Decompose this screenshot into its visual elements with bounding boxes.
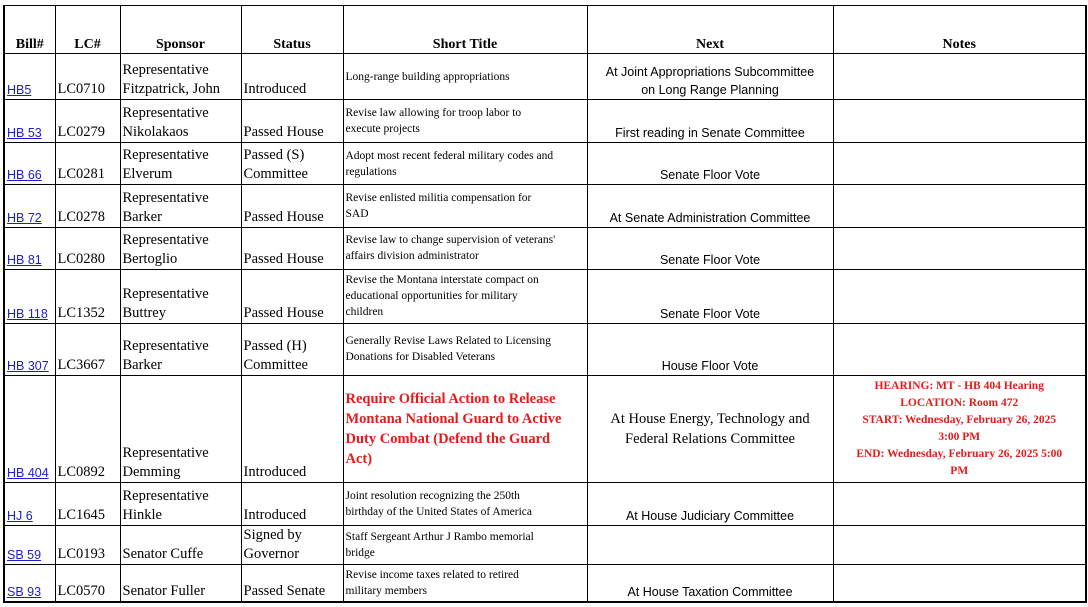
status-line: Passed House: [243, 251, 324, 268]
next-cell: [587, 565, 833, 602]
next-line: on Long Range Planning: [641, 83, 779, 98]
next-cell: [587, 185, 833, 227]
bill-link-hj6[interactable]: HJ 6: [7, 508, 33, 523]
lc-cell: LC0281: [55, 142, 120, 184]
next-cell: [587, 100, 833, 142]
bill-cell: [4, 227, 55, 269]
table-row: [4, 483, 1086, 525]
status-cell: [241, 323, 343, 376]
sponsor-line: Representative: [122, 445, 209, 462]
next-line: At House Taxation Committee: [627, 585, 793, 599]
sponsor-line: Senator Cuffe: [122, 546, 204, 563]
status-line: Passed House: [243, 123, 324, 140]
sponsor-line: Representative: [122, 285, 209, 302]
sponsor-line: Demming: [122, 464, 181, 481]
table-row: [4, 227, 1086, 269]
short-title-line: Long-range building appropriations: [345, 70, 510, 83]
lc-cell: LC0278: [55, 185, 120, 227]
short-title-line: Require Official Action to Release: [345, 391, 556, 408]
notes-cell: [833, 565, 1086, 602]
header-next: Next: [587, 6, 833, 54]
header-notes: Notes: [833, 6, 1086, 54]
bill-link-hb5[interactable]: HB5: [7, 83, 32, 98]
table-row: [4, 323, 1086, 376]
table-row: [4, 525, 1086, 564]
short-title-line: children: [345, 306, 384, 319]
next-line: Senate Floor Vote: [659, 306, 761, 321]
sponsor-cell: [120, 565, 241, 602]
next-line: Federal Relations Committee: [625, 431, 795, 448]
bill-link-hb66[interactable]: HB 66: [7, 168, 42, 183]
bill-cell: [4, 483, 55, 525]
status-cell: [241, 525, 343, 564]
sponsor-cell: [120, 270, 241, 324]
table-row: [4, 54, 1086, 100]
next-cell: [587, 525, 833, 564]
short-title-line: Revise income taxes related to retired: [345, 569, 519, 582]
short-title-line: affairs division administrator: [345, 250, 479, 263]
short-title-line: military members: [345, 585, 427, 598]
sponsor-line: Representative: [122, 232, 209, 249]
lc-cell: LC1645: [55, 483, 120, 525]
short-title-cell: [343, 100, 587, 142]
header-row: [4, 6, 1086, 54]
short-title-cell: [343, 565, 587, 602]
status-line: Passed (H): [243, 338, 307, 355]
next-cell: [587, 376, 833, 483]
short-title-line: Revise law allowing for troop labor to: [345, 107, 522, 120]
notes-line: LOCATION: Room 472: [900, 397, 1019, 410]
next-line: House Floor Vote: [661, 359, 759, 374]
sponsor-cell: [120, 227, 241, 269]
sponsor-line: Representative: [122, 189, 209, 206]
sponsor-line: Representative: [122, 104, 209, 121]
bill-link-sb59[interactable]: SB 59: [7, 548, 42, 563]
notes-cell: [833, 54, 1086, 100]
short-title-cell: [343, 376, 587, 483]
short-title-line: SAD: [345, 208, 369, 220]
notes-line: PM: [950, 465, 969, 478]
header-bill: Bill#: [4, 6, 55, 54]
sponsor-line: Bertoglio: [122, 251, 178, 268]
status-cell: [241, 483, 343, 525]
status-line: Passed House: [243, 208, 324, 225]
notes-cell: [833, 100, 1086, 142]
sponsor-line: Representative: [122, 147, 209, 164]
short-title-line: Revise the Montana interstate compact on: [345, 274, 539, 287]
notes-cell: [833, 483, 1086, 525]
lc-cell: LC1352: [55, 270, 120, 324]
status-cell: [241, 270, 343, 324]
short-title-line: Montana National Guard to Active: [345, 411, 562, 428]
bill-link-hb72[interactable]: HB 72: [7, 210, 42, 225]
status-line: Passed House: [243, 304, 324, 321]
bill-link-hb307[interactable]: HB 307: [7, 359, 49, 374]
sponsor-line: Elverum: [122, 166, 173, 183]
notes-line: HEARING: MT - HB 404 Hearing: [874, 380, 1044, 393]
sponsor-cell: [120, 525, 241, 564]
bill-link-sb93[interactable]: SB 93: [7, 585, 42, 599]
short-title-cell: [343, 227, 587, 269]
status-line: Introduced: [243, 506, 307, 523]
notes-cell: [833, 323, 1086, 376]
sponsor-cell: [120, 483, 241, 525]
bill-cell: [4, 565, 55, 602]
lc-cell: LC0279: [55, 100, 120, 142]
header-status: Status: [241, 6, 343, 54]
bill-cell: [4, 525, 55, 564]
table-row: [4, 100, 1086, 142]
lc-cell: LC0280: [55, 227, 120, 269]
short-title-line: educational opportunities for military: [345, 290, 518, 303]
bill-cell: [4, 100, 55, 142]
sponsor-cell: [120, 100, 241, 142]
bills-table: [3, 5, 1087, 603]
status-cell: [241, 100, 343, 142]
sponsor-line: Hinkle: [122, 506, 162, 523]
notes-line: END: Wednesday, February 26, 2025 5:00: [856, 448, 1063, 461]
short-title-line: Generally Revise Laws Related to Licensing: [345, 335, 551, 348]
short-title-cell: [343, 525, 587, 564]
next-line: At House Energy, Technology and: [610, 411, 810, 428]
bill-link-hb81[interactable]: HB 81: [7, 253, 42, 268]
lc-cell: LC0193: [55, 525, 120, 564]
sponsor-line: Barker: [122, 357, 162, 374]
short-title-cell: [343, 185, 587, 227]
notes-cell: [833, 185, 1086, 227]
status-line: Committee: [243, 357, 308, 374]
status-cell: [241, 376, 343, 483]
next-cell: [587, 142, 833, 184]
next-cell: [587, 54, 833, 100]
next-line: At Senate Administration Committee: [609, 210, 811, 225]
short-title-line: Adopt most recent federal military codes and: [345, 149, 554, 162]
lc-cell: LC0570: [55, 565, 120, 602]
status-cell: [241, 565, 343, 602]
header-short-title: Short Title: [343, 6, 587, 54]
status-line: Signed by: [243, 527, 302, 544]
short-title-line: Revise law to change supervision of veterans': [345, 234, 556, 247]
next-line: At Joint Appropriations Subcommittee: [605, 65, 815, 80]
notes-cell: [833, 142, 1086, 184]
sponsor-line: Representative: [122, 338, 209, 355]
status-line: Passed (S): [243, 147, 305, 164]
status-line: Introduced: [243, 464, 307, 481]
status-line: Passed Senate: [243, 583, 326, 599]
short-title-cell: [343, 270, 587, 324]
table-row: [4, 376, 1086, 483]
bill-cell: [4, 54, 55, 100]
sponsor-cell: [120, 323, 241, 376]
bill-cell: [4, 270, 55, 324]
table-row: [4, 142, 1086, 184]
short-title-line: birthday of the United States of America: [345, 505, 533, 518]
next-line: Senate Floor Vote: [659, 253, 761, 268]
short-title-cell: [343, 142, 587, 184]
bill-link-hb118[interactable]: HB 118: [7, 306, 48, 321]
bill-cell: [4, 323, 55, 376]
status-line: Committee: [243, 166, 308, 183]
status-line: Governor: [243, 546, 300, 563]
status-cell: [241, 54, 343, 100]
sponsor-line: Buttrey: [122, 304, 166, 321]
sponsor-line: Senator Fuller: [122, 583, 206, 599]
short-title-line: Joint resolution recognizing the 250th: [345, 489, 520, 502]
sponsor-line: Representative: [122, 62, 209, 79]
table-row: [4, 185, 1086, 227]
sponsor-cell: [120, 185, 241, 227]
bill-link-hb53[interactable]: HB 53: [7, 125, 42, 140]
next-line: First reading in Senate Committee: [615, 125, 805, 140]
short-title-line: Act): [345, 451, 373, 468]
notes-cell: [833, 525, 1086, 564]
sponsor-cell: [120, 54, 241, 100]
lc-cell: LC0892: [55, 376, 120, 483]
short-title-line: Donations for Disabled Veterans: [345, 351, 496, 364]
short-title-cell: [343, 483, 587, 525]
notes-line: START: Wednesday, February 26, 2025: [862, 414, 1057, 427]
bill-cell: [4, 185, 55, 227]
bill-cell: [4, 142, 55, 184]
bill-link-hb404[interactable]: HB 404: [7, 466, 49, 481]
lc-cell: LC0710: [55, 54, 120, 100]
sponsor-cell: [120, 376, 241, 483]
sponsor-line: Representative: [122, 487, 209, 504]
short-title-line: Staff Sergeant Arthur J Rambo memorial: [345, 530, 534, 543]
status-cell: [241, 142, 343, 184]
next-cell: [587, 227, 833, 269]
table-row: [4, 270, 1086, 324]
sponsor-cell: [120, 142, 241, 184]
short-title-line: execute projects: [345, 123, 420, 136]
status-cell: [241, 227, 343, 269]
sponsor-line: Barker: [122, 208, 162, 225]
short-title-line: Revise enlisted militia compensation for: [345, 192, 532, 204]
next-cell: [587, 483, 833, 525]
next-cell: [587, 270, 833, 324]
status-line: Introduced: [243, 81, 307, 98]
sponsor-line: Fitzpatrick, John: [122, 81, 220, 98]
short-title-line: regulations: [345, 165, 397, 178]
short-title-cell: [343, 323, 587, 376]
next-cell: [587, 323, 833, 376]
next-line: Senate Floor Vote: [659, 168, 761, 183]
table-row: [4, 565, 1086, 602]
short-title-line: Duty Combat (Defend the Guard: [345, 431, 551, 448]
notes-cell: [833, 270, 1086, 324]
notes-line: 3:00 PM: [938, 431, 981, 444]
header-sponsor: Sponsor: [120, 6, 241, 54]
short-title-line: bridge: [345, 546, 375, 559]
bill-cell: [4, 376, 55, 483]
next-line: At House Judiciary Committee: [625, 508, 795, 523]
notes-cell: [833, 227, 1086, 269]
sponsor-line: Nikolakaos: [122, 123, 189, 140]
notes-cell: [833, 376, 1086, 483]
short-title-cell: [343, 54, 587, 100]
status-cell: [241, 185, 343, 227]
lc-cell: LC3667: [55, 323, 120, 376]
header-lc: LC#: [55, 6, 120, 54]
